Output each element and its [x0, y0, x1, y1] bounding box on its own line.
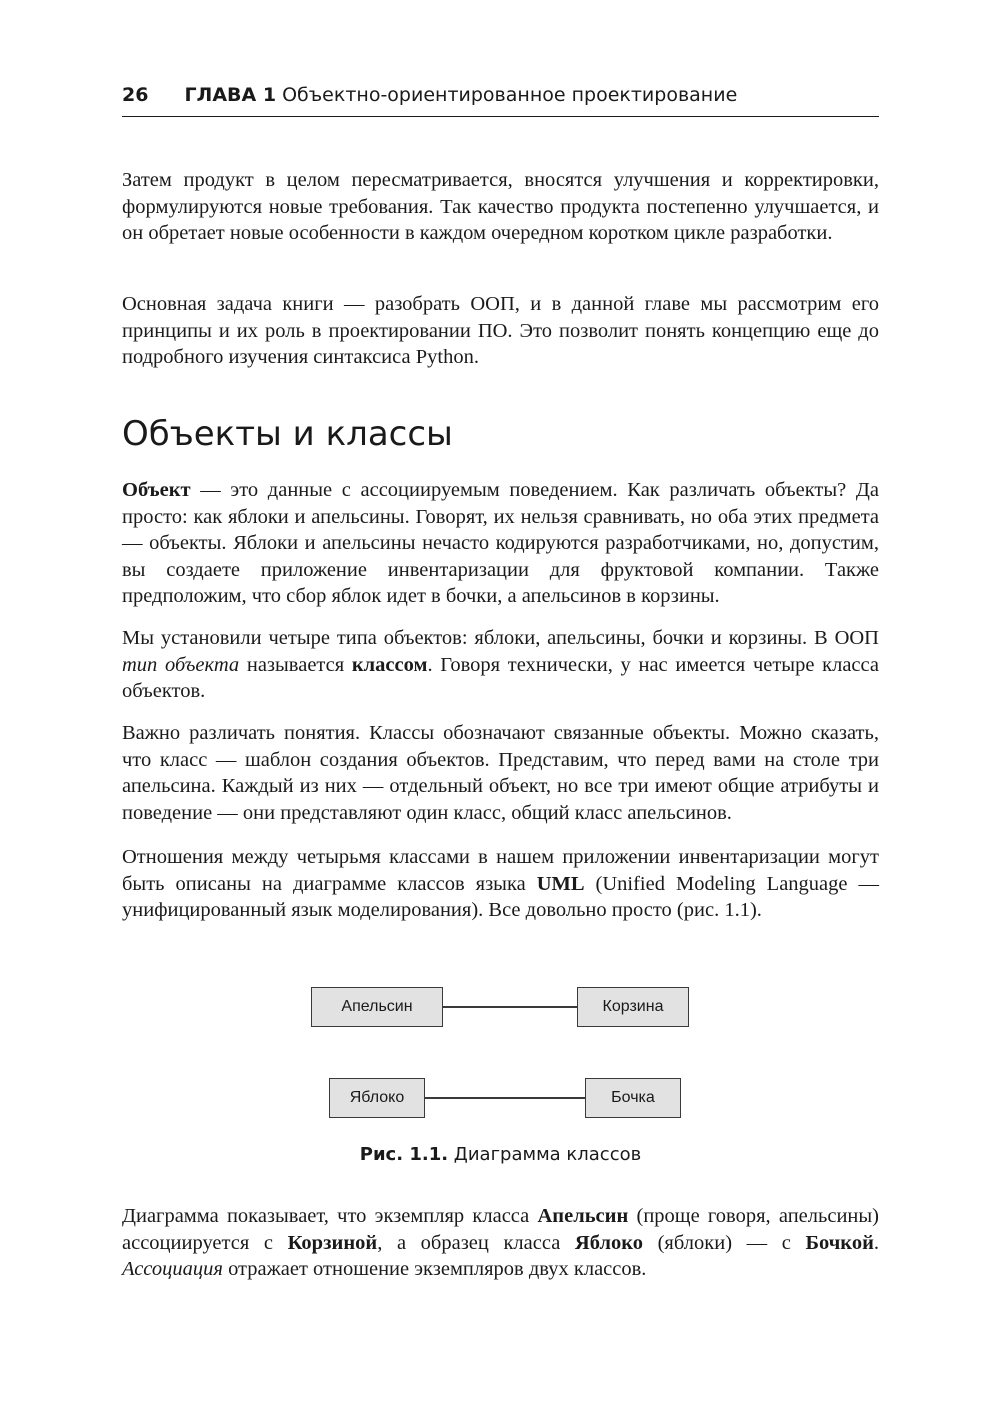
term-uml: UML — [536, 872, 585, 895]
figure-number: Рис. 1.1. — [359, 1144, 449, 1165]
class-box-apple: Яблоко — [329, 1078, 425, 1118]
association-orange-basket — [442, 1006, 578, 1008]
chapter-label: ГЛАВА 1 — [184, 84, 277, 106]
paragraph-uml: Отношения между четырьмя классами в нашем приложении инвентаризации могут быть описаны на диаграмме классов языка UML (Unified Modeling Language — унифицированный язык моделирования). Все довольно просто (рис. 1.1). — [122, 846, 879, 922]
association-apple-barrel — [424, 1097, 586, 1099]
term-object: Объект — [122, 479, 191, 501]
chapter-title: Объектно-ориентированное проектирование — [282, 84, 738, 106]
page-number: 26 — [122, 84, 149, 106]
paragraph-class-template: Важно различать понятия. Классы обозначают связанные объекты. Можно сказать, что класс — шаблон создания объектов. Представим, что перед вами на столе три апельсина. Каждый из них — отдельный объект, но все три имеют общие атрибуты и поведение — они представляют один класс, общий класс апельсинов. — [122, 722, 879, 824]
class-box-orange: Апельсин — [311, 987, 443, 1027]
intro-paragraph-2: Основная задача книги — разобрать ООП, и в данной главе мы рассмотрим его принципы и их роль в проектировании ПО. Это позволит понять концепцию еще до подробного изучения синтаксиса Python. — [122, 293, 879, 369]
figure-title: Диаграмма классов — [448, 1144, 642, 1165]
term-object-type: тип объекта — [122, 653, 240, 676]
figure-caption — [122, 1144, 879, 1165]
paragraph-diagram-explanation: Диаграмма показывает, что экземпляр класса Апельсин (проще говоря, апельсины) ассоциируется с Корзиной, а образец класса Яблоко (яблоки) — с Бочкой. Ассоциация отражает отношение экземпляров двух классов. — [122, 1205, 879, 1281]
paragraph-object-definition: Объект — это данные с ассоциируемым поведением. Как различать объекты? Да просто: как яблоки и апельсины. Говорят, их нельзя сравнивать, но оба этих предмета — объекты. Яблоки и апельсины нечасто кодируются разработчиками, но, допустим, вы создаете приложение инвентаризации для фруктовой компании. Также предположим, что сбор яблок идет в бочки, а апельсинов в корзины. — [122, 479, 879, 608]
term-association: Ассоциация — [122, 1258, 223, 1281]
section-heading: Объекты и классы — [122, 414, 453, 454]
class-box-basket: Корзина — [577, 987, 689, 1027]
class-box-barrel: Бочка — [585, 1078, 681, 1118]
paragraph-class-types: Мы установили четыре типа объектов: яблоки, апельсины, бочки и корзины. В ООП тип объекта называется классом. Говоря технически, у нас имеется четыре класса объектов. — [122, 627, 879, 703]
running-header — [122, 84, 879, 117]
term-class: классом — [351, 653, 428, 676]
uml-class-diagram — [300, 980, 700, 1130]
intro-paragraph-1: Затем продукт в целом пересматривается, вносятся улучшения и корректировки, формулируются новые требования. Так качество продукта постепенно улучшается, и он обретает новые особенности в каждом очередном коротком цикле разработки. — [122, 169, 879, 245]
